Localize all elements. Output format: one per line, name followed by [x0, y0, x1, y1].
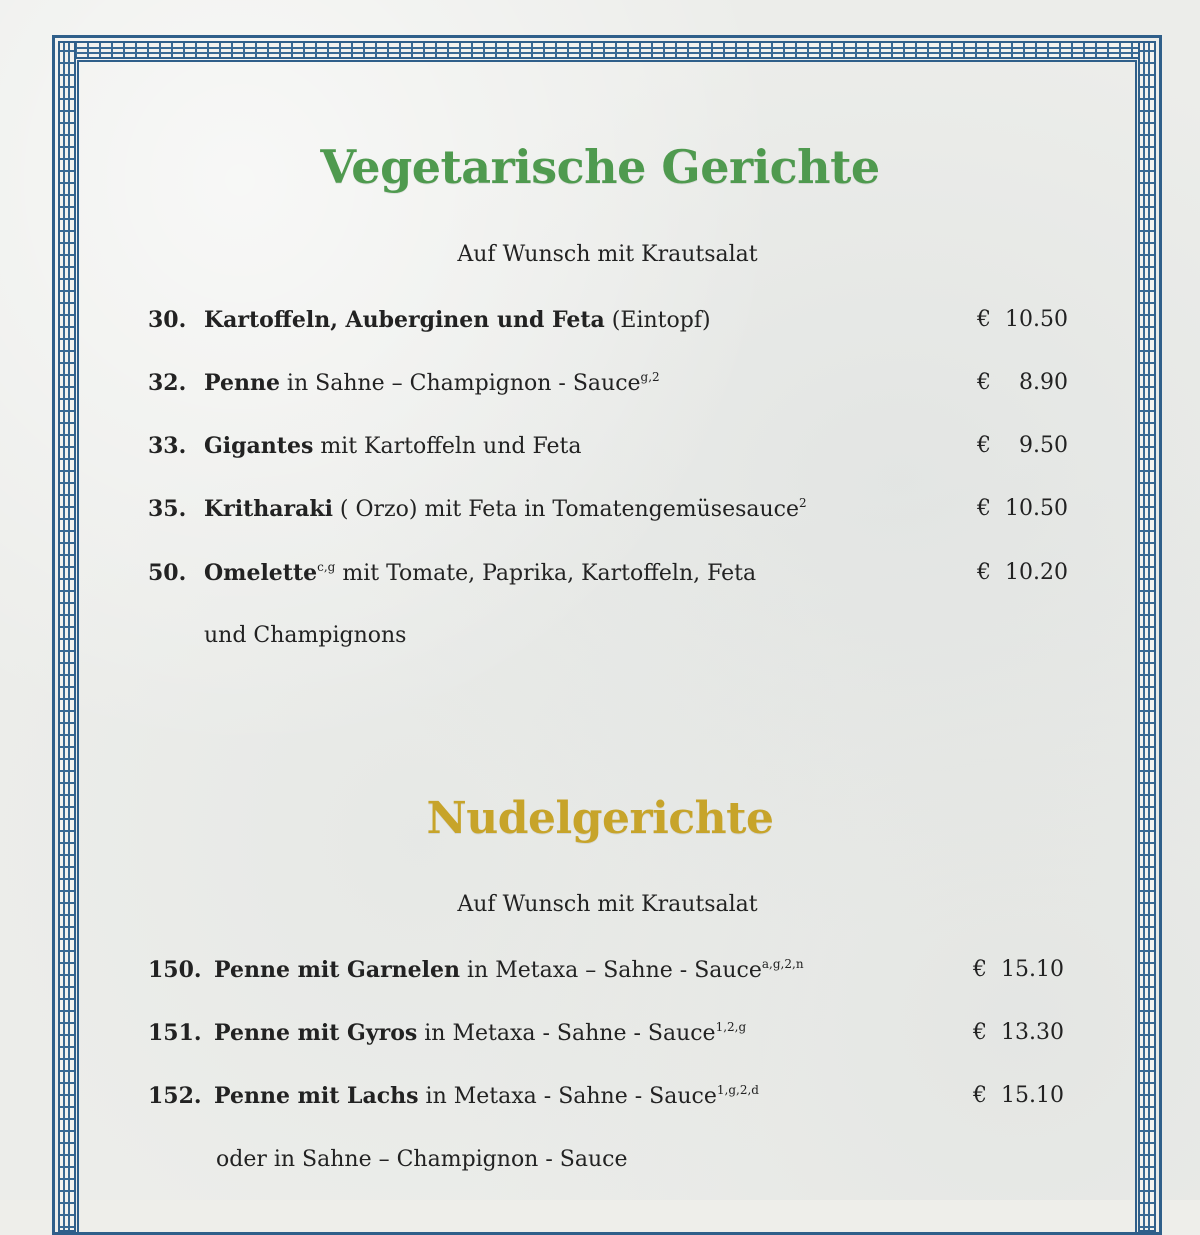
- item-description-continuation: und Champignons: [204, 623, 407, 648]
- item-price: € 10.50: [977, 496, 1068, 521]
- item-description: in Sahne – Champignon - Sauce: [279, 371, 641, 396]
- allergen-codes: c,g: [317, 560, 336, 574]
- item-description: (Eintopf): [604, 308, 711, 333]
- item-name: Penne mit Garnelen: [214, 957, 461, 983]
- item-price: € 15.10: [973, 1083, 1064, 1108]
- item-number: 32.: [148, 370, 187, 396]
- section-note-pasta: Auf Wunsch mit Krautsalat: [457, 892, 758, 917]
- item-description: in Metaxa - Sahne - Sauce: [417, 1021, 716, 1046]
- item-price: € 10.50: [977, 307, 1068, 332]
- item-number: 35.: [148, 496, 187, 522]
- section-note-vegetarian: Auf Wunsch mit Krautsalat: [457, 242, 758, 267]
- item-description: mit Tomate, Paprika, Kartoffeln, Feta: [335, 561, 757, 586]
- item-number: 30.: [148, 307, 187, 333]
- item-number: 33.: [148, 433, 187, 459]
- border-pattern-left: [58, 41, 76, 1232]
- menu-item: [148, 953, 1068, 987]
- item-description: ( Orzo) mit Feta in Tomatengemüsesauce: [332, 497, 800, 522]
- item-price: € 8.90: [977, 370, 1068, 395]
- item-price: € 13.30: [973, 1020, 1064, 1045]
- item-number: 151.: [148, 1020, 202, 1046]
- item-name: Penne: [204, 370, 280, 396]
- menu-item: [148, 1016, 1068, 1050]
- item-price: € 10.20: [977, 560, 1068, 585]
- menu-item: [148, 492, 1068, 526]
- allergen-codes: 1,g,2,d: [716, 1083, 759, 1097]
- menu-item: [148, 366, 1068, 400]
- item-name: Penne mit Lachs: [214, 1083, 419, 1109]
- item-description: in Metaxa – Sahne - Sauce: [460, 958, 762, 983]
- item-name: Penne mit Gyros: [214, 1020, 418, 1046]
- item-name: Kartoffeln, Auberginen und Feta: [204, 307, 605, 333]
- section-title-pasta: Nudelgerichte: [426, 793, 774, 844]
- item-description: mit Kartoffeln und Feta: [313, 434, 582, 459]
- item-name: Omelette: [204, 560, 318, 586]
- allergen-codes: a,g,2,n: [761, 957, 804, 971]
- border-pattern-top: [58, 41, 1156, 59]
- section-title-vegetarian: Vegetarische Gerichte: [320, 140, 880, 194]
- menu-item: [148, 1079, 1068, 1113]
- item-number: 152.: [148, 1083, 202, 1109]
- item-number: 150.: [148, 957, 202, 983]
- item-description-continuation: oder in Sahne – Champignon - Sauce: [216, 1147, 628, 1172]
- item-name: Gigantes: [204, 433, 314, 459]
- allergen-codes: 1,2,g: [715, 1020, 747, 1034]
- allergen-codes: g,2: [640, 370, 660, 384]
- item-price: € 9.50: [977, 433, 1068, 458]
- allergen-codes: 2: [799, 496, 807, 510]
- item-price: € 15.10: [973, 957, 1064, 982]
- item-description: in Metaxa - Sahne - Sauce: [418, 1084, 717, 1109]
- item-name: Kritharaki: [204, 496, 333, 522]
- menu-item: [148, 556, 1068, 590]
- item-number: 50.: [148, 560, 187, 586]
- menu-item: [148, 303, 1068, 337]
- border-pattern-right: [1138, 41, 1156, 1232]
- menu-item: [148, 429, 1068, 463]
